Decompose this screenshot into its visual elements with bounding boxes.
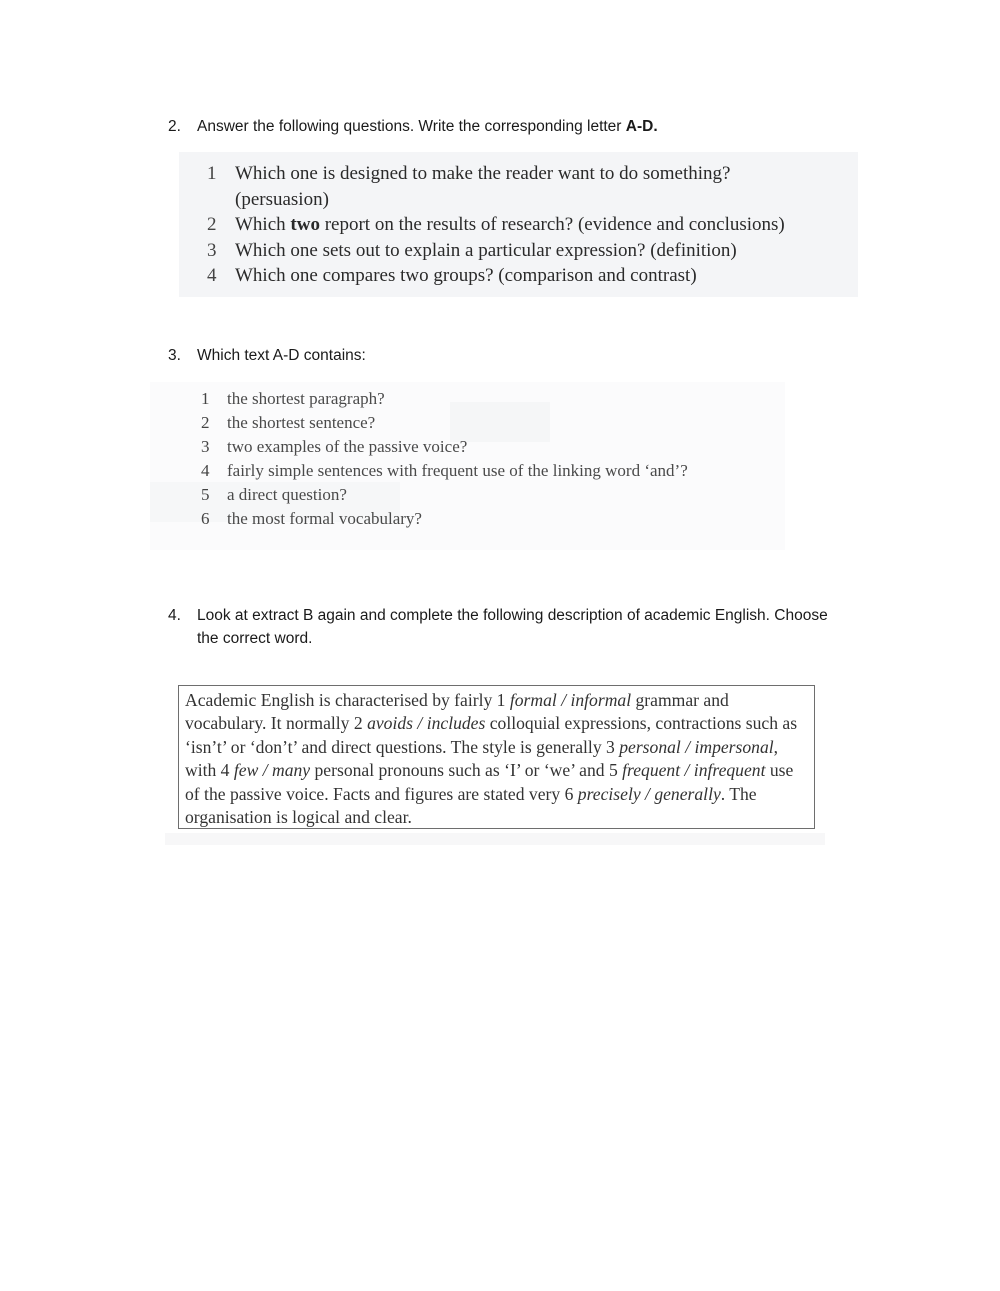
item-number: 1 [207, 163, 217, 184]
paragraph-text: grammar and vocabulary. It normally 2 [185, 690, 729, 734]
choice-4: few / many [233, 760, 311, 781]
item-text: two examples of the passive voice? [227, 437, 468, 456]
item-text: fairly simple sentences with frequent use of the linking word ‘and’? [227, 461, 688, 480]
question-3-panel [150, 382, 785, 550]
item-text-bold: two [290, 214, 320, 235]
item-text: Which [235, 214, 291, 235]
item-text: Which one compares two groups? (comparison and contrast) [235, 265, 697, 286]
paragraph-text: . The organisation is logical and clear. [185, 783, 757, 828]
paragraph-text: personal pronouns such as ‘I’ or ‘we’ and 5 [310, 760, 623, 781]
item-number: 2 [201, 413, 210, 432]
choice-3: personal / impersonal [619, 736, 774, 757]
item-text: the shortest sentence? [227, 413, 376, 432]
question-4-number: 4. [168, 607, 181, 624]
list-item [201, 507, 781, 531]
paragraph-text: Academic English is characterised by fairly 1 [185, 690, 510, 710]
item-text: the most formal vocabulary? [227, 509, 422, 528]
item-text: a direct question? [227, 485, 347, 504]
choice-6: precisely / generally [577, 783, 721, 804]
item-number: 2 [207, 214, 217, 235]
item-text: Which one is designed to make the reader want to do something? [235, 163, 731, 184]
scan-shadow [165, 833, 825, 845]
question-3-list [201, 387, 781, 531]
item-text-continued: (persuasion) [235, 188, 329, 210]
question-2-lead: Answer the following questions. Write the corresponding letter [197, 118, 626, 135]
question-2-text [197, 115, 837, 138]
question-4-text: Look at extract B again and complete the following description of academic English. Choose the correct word. [197, 607, 828, 647]
academic-english-description [178, 685, 815, 829]
question-4-heading [168, 604, 837, 650]
choice-5: frequent / infrequent [622, 760, 766, 781]
question-2-number: 2. [168, 118, 181, 135]
list-item [207, 263, 847, 289]
item-number: 1 [201, 389, 210, 408]
item-number: 4 [207, 265, 217, 286]
question-3-number: 3. [168, 347, 181, 364]
item-text: Which one sets out to explain a particular expression? (definition) [235, 239, 737, 261]
item-number: 4 [201, 461, 210, 480]
question-2-letters: A-D. [625, 118, 658, 135]
item-number: 5 [201, 485, 210, 504]
question-3-text: Which text A-D contains: [197, 347, 366, 364]
choice-1: formal / informal [509, 690, 632, 710]
item-text: the shortest paragraph? [227, 389, 385, 408]
list-item [201, 435, 781, 459]
item-number: 6 [201, 509, 210, 528]
question-2-list [207, 161, 847, 289]
item-number: 3 [207, 239, 217, 261]
list-item [201, 483, 781, 507]
item-number: 3 [201, 437, 210, 456]
paragraph-text: , with 4 [185, 736, 779, 781]
list-item [207, 212, 847, 238]
question-2-heading [168, 115, 837, 138]
list-item [207, 238, 847, 264]
item-text: report on the results of research? (evidence and conclusions) [319, 214, 785, 235]
list-item [207, 161, 847, 212]
choice-2: avoids / includes [367, 713, 486, 734]
list-item [201, 387, 781, 411]
paragraph-text: colloquial expressions, contractions such as ‘isn’t’ or ‘don’t’ and direct questions. The style is generally 3 [185, 713, 798, 757]
question-2-panel [179, 152, 858, 297]
list-item [201, 411, 781, 435]
question-3-heading [168, 344, 837, 367]
paragraph-text: use of the passive voice. Facts and figures are stated very 6 [185, 760, 794, 804]
list-item [201, 459, 781, 483]
